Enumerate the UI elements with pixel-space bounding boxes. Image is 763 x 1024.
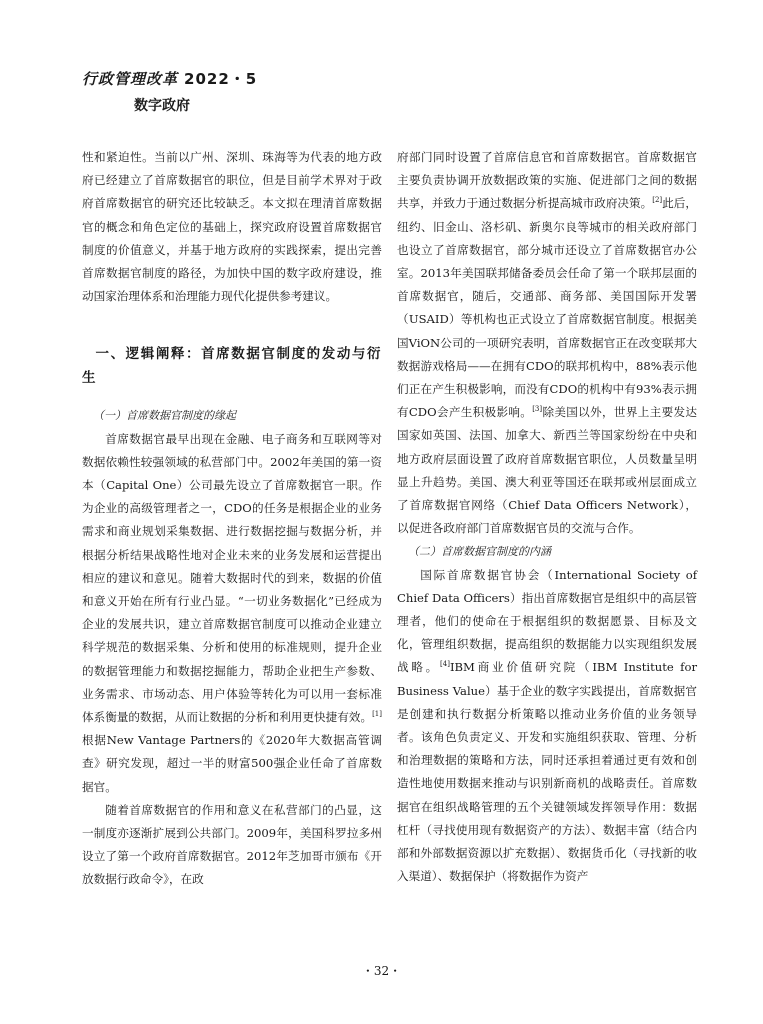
journal-title xyxy=(82,68,382,89)
page-number: ・32・ xyxy=(361,964,402,978)
citation-1: [1] xyxy=(372,710,382,719)
paragraph-origin-text-a: 首席数据官最早出现在金融、电子商务和互联网等对数据依赖性较强领域的私营部门中。2002年美国的第一资本（Capital One）公司最先设立了首席数据官一职。作为企业的高级管理者之一，CDO的任务是根据企业的业务需求和商业规划采集数据、进行数据挖掘与数据分析，并根据分析结果战略性地对企业未来的业务发展和运营提出相应的建议和意见。随着大数据时代的到来，数据的价值和意义开始在所有行业凸显。“一切业务数据化”已经成为企业的发展共识，建立首席数据官制度可以推动企业建立科学规范的数据采集、分析和使用的标准规则，提升企业的数据管理能力和数据挖掘能力，帮助企业把生产参数、业务需求、市场动态、用户体验等转化为可以用一套标准体系衡量的数据，从而让数据的分析和利用更快捷有效。 xyxy=(82,431,382,725)
paragraph-connotation xyxy=(397,564,697,889)
paragraph-origin-text-b: 根据New Vantage Partners的《2020年大数据高管调查》研究发现，超过一半的财富500强企业任命了首席数据官。 xyxy=(82,733,382,794)
paragraph-government-cdo-text-b: 此后，纽约、旧金山、洛杉矶、新奥尔良等城市的相关政府部门也设立了首席数据官，部分城市还设立了首席数据官办公室。2013年美国联邦储备委员会任命了第一个联邦层面的首席数据官，随后，交通部、商务部、美国国际开发署（USAID）等机构也正式设立了首席数据官制度。根据美国ViON公司的一项研究表明，首席数据官正在改变联邦大数据游戏格局——在拥有CDO的联邦机构中，88%表示他们正在产生积极影响，而没有CDO的机构中有93%表示拥有CDO会产生积极影响。 xyxy=(397,196,697,420)
paragraph-origin xyxy=(82,428,382,799)
paragraph-connotation-text-b: IBM商业价值研究院（IBM Institute for Business Value）基于企业的数字实践提出，首席数据官是创建和执行数据分析策略以推动业务价值的业务领导者。该角色负责定义、开发和实施组织获取、管理、分析和治理数据的策略和方法，同时还承担着通过更有效和创造性地使用数据来推动与识别新商机的战略责任。首席数据官在组织战略管理的五个关键领域发挥领导作用：数据杠杆（寻找使用现有数据资产的方法）、数据丰富（结合内部和外部数据资源以扩充数据）、数据货币化（寻找新的收入渠道）、数据保护（将数据作为资产 xyxy=(397,660,697,884)
left-column xyxy=(82,146,382,892)
journal-name: 行政管理改革 xyxy=(82,70,179,88)
right-column xyxy=(397,146,697,889)
citation-3: [3] xyxy=(532,405,543,414)
citation-4: [4] xyxy=(440,660,450,669)
page-header xyxy=(82,68,382,115)
journal-issue: 2022・5 xyxy=(184,70,258,88)
paragraph-government-cdo-text-c: 除美国以外，世界上主要发达国家如英国、法国、加拿大、新西兰等国家纷纷在中央和地方政府层面设置了政府首席数据官职位，人员数量呈明显上升趋势。美国、澳大利亚等国还在联邦或州层面成立了首席数据官网络（Chief Data Officers Network），以促进各政府部门首席数据官员的交流与合作。 xyxy=(397,405,697,536)
section-label: 数字政府 xyxy=(134,98,190,114)
paragraph-connotation-text-a: 国际首席数据官协会（International Society of Chief Data Officers）指出首席数据官是组织中的高层管理者，他们的使命在于根据组织的数据愿景、目标及文化，管理组织数据，提高组织的数据能力以实现组织发展战略。 xyxy=(397,567,697,675)
subsection-heading-connotation: （二）首席数据官制度的内涵 xyxy=(408,545,551,559)
section-heading-1: 一、逻辑阐释：首席数据官制度的发动与衍生 xyxy=(82,346,382,387)
paragraph-government-cdo xyxy=(397,146,697,540)
subsection-heading-origin: （一）首席数据官制度的缘起 xyxy=(93,409,236,423)
paragraph-public-sector: 随着首席数据官的作用和意义在私营部门的凸显，这一制度亦逐渐扩展到公共部门。2009年，美国科罗拉多州设立了第一个政府首席数据官。2012年芝加哥市颁布《开放数据行政命令》，在政 xyxy=(82,802,382,887)
citation-2: [2] xyxy=(652,196,663,205)
paragraph-intro-continued: 性和紧迫性。当前以广州、深圳、珠海等为代表的地方政府已经建立了首席数据官的职位，但是目前学术界对于政府首席数据官的研究还比较缺乏。本文拟在理清首席数据官的概念和角色定位的基础上，探究政府设置首席数据官制度的价值意义，并基于地方政府的实践探索，提出完善首席数据官制度的路径，为加快中国的数字政府建设，推动国家治理体系和治理能力现代化提供参考建议。 xyxy=(82,150,382,304)
paragraph-government-cdo-text-a: 府部门同时设置了首席信息官和首席数据官。首席数据官主要负责协调开放数据政策的实施、促进部门之间的数据共享，并致力于通过数据分析提高城市政府决策。 xyxy=(397,150,697,211)
